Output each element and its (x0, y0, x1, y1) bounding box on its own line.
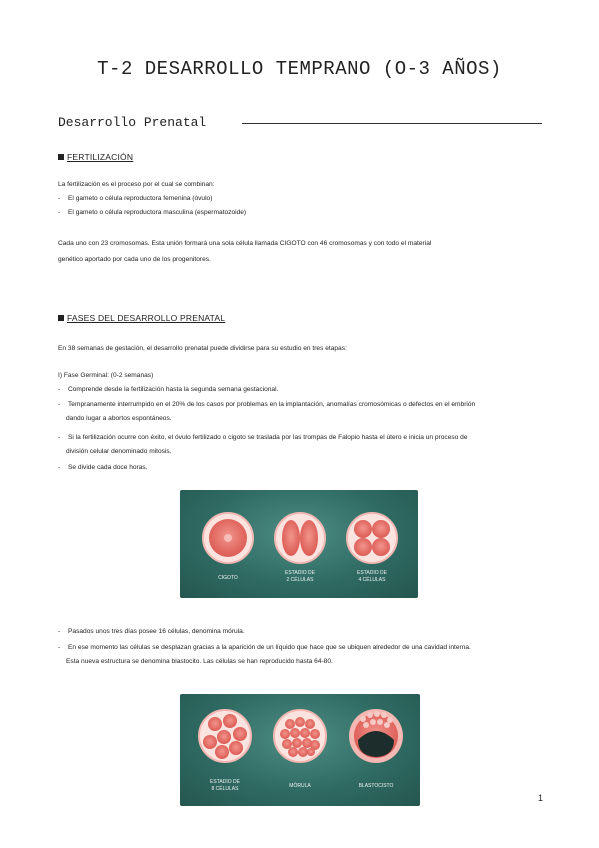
list-item-text: Tempranamente interrumpido en el 20% de los casos por problemas en la implantación, anomalías cromosómicas o defectos en el embrión (68, 401, 476, 408)
list-item-text: Si la fertilización ocurre con éxito, el óvulo fertilizado o cigoto se traslada por las trompas de Falopio hasta el útero e inicia un proceso de (68, 434, 468, 441)
blastocyst-cell (349, 709, 403, 763)
figure-caption: MÓRULA (289, 783, 311, 789)
list-item-text: El gameto o célula reproductora masculina (espermatozoide) (68, 209, 247, 216)
subheading-fertilizacion (58, 152, 133, 162)
figure-caption: 2 CÉLULAS (286, 577, 314, 583)
list-item-text: En ese momento las células se desplazan gracias a la aparición de un líquido que hace que se ubiquen alrededor de una cavidad interna. (68, 644, 471, 651)
list-item-text-cont: Esta nueva estructura se denomina blastocito. Las células se han reproducido hasta 64-80. (66, 658, 333, 665)
heading-rule (242, 123, 542, 124)
list-item: - Tempranamente interrumpido en el 20% de los casos por problemas en la implantación, anomalías cromosómicas o defectos en el embrión dando lugar a abortos espontáneos. (58, 398, 538, 426)
list-item: - Si la fertilización ocurre con éxito, el óvulo fertilizado o cigoto se traslada por las trompas de Falopio hasta el útero e inicia un proceso de división celular denominado mitosis. (58, 431, 538, 459)
list-item: - El gameto o célula reproductora femenina (óvulo) (58, 195, 213, 202)
fase-germinal-label: I) Fase Germinal: (0-2 semanas) (58, 372, 154, 379)
figure-caption: ESTADIO DE (357, 570, 387, 576)
subheading-text: FASES DEL DESARROLLO PRENATAL (67, 313, 226, 323)
list-item: - Se divide cada doce horas. (58, 464, 148, 471)
four-cell-stage (347, 513, 397, 563)
page-number: 1 (537, 793, 543, 803)
subheading-text: FERTILIZACIÓN (67, 152, 134, 162)
section-heading: Desarrollo Prenatal (58, 115, 207, 130)
square-bullet-icon (58, 154, 64, 160)
fertilizacion-paragraph-line: Cada uno con 23 cromosomas. Esta unión formará una sola célula llamada CIGOTO con 46 cromosomas y con todo el material (58, 240, 432, 247)
subheading-fases (58, 313, 225, 323)
zygote-cell (203, 513, 253, 563)
figure-zygote-stages (180, 490, 418, 598)
list-item-text-cont: dando lugar a abortos espontáneos. (66, 415, 172, 422)
fases-intro: En 38 semanas de gestación, el desarrollo prenatal puede dividirse para su estudio en tres etapas: (58, 345, 347, 352)
list-item-text: Se divide cada doce horas. (68, 464, 148, 471)
fertilizacion-intro: La fertilización es el proceso por el cual se combinan: (58, 181, 215, 188)
morula-cell (274, 710, 326, 762)
figure-caption: CIGOTO (218, 575, 238, 581)
page-title: T-2 DESARROLLO TEMPRANO (O-3 AÑOS) (97, 58, 502, 80)
list-item-text: El gameto o célula reproductora femenina (óvulo) (68, 195, 213, 202)
figure-caption: 4 CÉLULAS (358, 577, 386, 583)
eight-cell-stage (199, 710, 251, 762)
list-item-text: Comprende desde la fertilización hasta la segunda semana gestacional. (68, 386, 279, 393)
figure-caption: 8 CÉLULAS (211, 786, 239, 792)
two-cell-stage (275, 513, 325, 563)
list-item: - Comprende desde la fertilización hasta la segunda semana gestacional. (58, 386, 279, 393)
fertilizacion-paragraph-line: genético aportado por cada uno de los progenitores. (58, 256, 211, 263)
figure-morula-blastocyst (180, 694, 420, 806)
list-item: - En ese momento las células se desplazan gracias a la aparición de un líquido que hace que se ubiquen alrededor de una cavidad interna. Esta nueva estructura se denomina blastocito. Las células se han reproducido hasta 64-80. (58, 641, 538, 669)
square-bullet-icon (58, 315, 64, 321)
figure-caption: ESTADIO DE (285, 570, 315, 576)
figure-caption: BLASTOCISTO (358, 783, 394, 789)
morula-blastocyst-illustration (180, 694, 420, 806)
zygote-stages-illustration (180, 490, 418, 598)
figure-caption: ESTADIO DE (210, 779, 240, 785)
list-item-text-cont: división celular denominado mitosis. (66, 448, 172, 455)
list-item: - Pasados unos tres días posee 16 células, denomina mórula. (58, 628, 245, 635)
list-item: - El gameto o célula reproductora masculina (espermatozoide) (58, 209, 247, 216)
list-item-text: Pasados unos tres días posee 16 células, denomina mórula. (68, 628, 245, 635)
